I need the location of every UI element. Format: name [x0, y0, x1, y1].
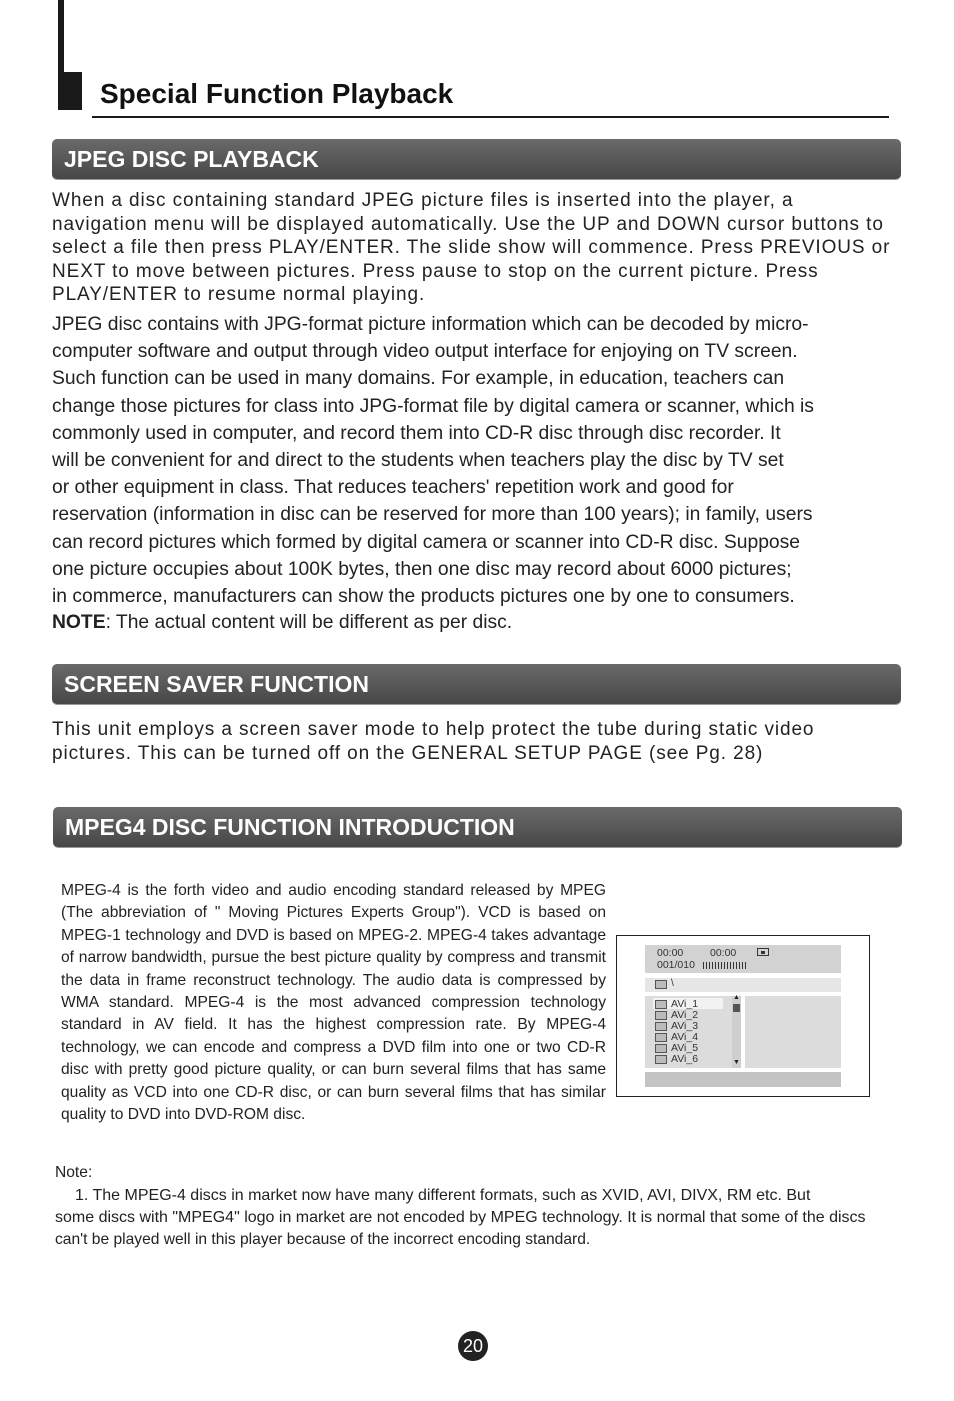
- mpeg4-section-header: MPEG4 DISC FUNCTION INTRODUCTION: [53, 807, 902, 847]
- screen-saver-paragraph: This unit employs a screen saver mode to help protect the tube during static video pictures. This can be turned off on the GENERAL SETUP PAGE (see Pg. 28): [52, 719, 815, 764]
- page-title: Special Function Playback: [100, 78, 454, 109]
- time-total: 00:00: [710, 947, 737, 959]
- mpeg4-note-line-2a: some discs with "MPEG4" logo in market are not encoded by MPEG technology.: [55, 1209, 623, 1226]
- file-item[interactable]: AVi_4: [655, 1032, 698, 1043]
- track-counter: 001/010: [657, 959, 695, 971]
- mpeg4-note-line-2: [55, 1209, 866, 1227]
- file-item[interactable]: AVi_2: [655, 1010, 698, 1021]
- file-item[interactable]: AVi_6: [655, 1054, 698, 1065]
- mpeg4-note-heading: Note:: [55, 1164, 93, 1181]
- screen-saver-section-header: SCREEN SAVER FUNCTION: [52, 664, 901, 704]
- folder-path: \: [671, 978, 674, 989]
- player-bottom-bar: [645, 1072, 841, 1087]
- jpeg-section-header: JPEG DISC PLAYBACK: [52, 139, 901, 179]
- folder-icon: [655, 1011, 667, 1020]
- page-number: 20: [458, 1331, 488, 1361]
- folder-icon: [655, 1000, 667, 1009]
- scrollbar[interactable]: [732, 996, 741, 1068]
- folder-path-bar: [645, 978, 841, 992]
- player-status-bar: [645, 945, 841, 973]
- folder-icon: [655, 1044, 667, 1053]
- file-list[interactable]: [645, 996, 741, 1068]
- jpeg-note: [52, 612, 922, 634]
- folder-icon: [655, 980, 667, 989]
- screen-mode-icon: [757, 948, 769, 956]
- jpeg-note-text: : The actual content will be different as per disc.: [105, 612, 513, 633]
- mpeg4-note-line-1: 1. The MPEG-4 discs in market now have many different formats, such as XVID, AVI, DIVX, RM etc. But: [75, 1187, 811, 1204]
- corner-block: [58, 72, 82, 110]
- mpeg4-note-line-3: can't be played well in this player because of the incorrect encoding standard.: [55, 1231, 591, 1248]
- folder-icon: [655, 1022, 667, 1031]
- scroll-thumb[interactable]: [733, 1004, 740, 1012]
- folder-icon: [655, 1055, 667, 1064]
- file-item[interactable]: AVi_3: [655, 1021, 698, 1032]
- level-bar-icon: [703, 962, 747, 969]
- time-elapsed: 00:00: [657, 947, 684, 959]
- folder-icon: [655, 1033, 667, 1042]
- file-item[interactable]: AVi_5: [655, 1043, 698, 1054]
- preview-pane: [745, 996, 841, 1068]
- jpeg-paragraph-1: When a disc containing standard JPEG picture files is inserted into the player, a navigation menu will be displayed automatically. Use the UP and DOWN cursor buttons to select a file then press PLAY/ENTER. The slide show will commence. Press PREVIOUS or NEXT to move between pictures. Press pause to stop on the current picture. Press PLAY/ENTER to resume normal playing.: [52, 190, 891, 305]
- scroll-up-icon[interactable]: ▲: [733, 994, 740, 1001]
- scroll-down-icon[interactable]: ▼: [733, 1059, 740, 1066]
- file-item[interactable]: AVi_1: [655, 999, 698, 1010]
- jpeg-paragraph-2: JPEG disc contains with JPG-format picture information which can be decoded by micro- computer software and output through video output interface for enjoying on TV screen. Such function can be used in many domains. For example, in education, teachers can change those pictures for class into JPG-format file by digital camera or scanner, which is commonly used in computer, and record them into CD-R disc through disc recorder. It will be convenient for and direct to the students when teachers play the disc by TV set or other equipment in class. That reduces teachers' repetition work and good for reservation (information in disc can be reserved for more than 100 years); in family, users can record pictures which formed by digital camera or scanner into CD-R disc. Suppose one picture occupies about 100K bytes, then one disc may record about 6000 pictures; in commerce, manufacturers can show the products pictures one by one to consumers.: [52, 314, 814, 608]
- jpeg-note-label: NOTE: [52, 612, 106, 633]
- player-screen-illustration: [616, 935, 870, 1097]
- mpeg4-paragraph: MPEG-4 is the forth video and audio encoding standard released by MPEG (The abbreviation of " Moving Pictures Experts Group"). VCD is based on MPEG-1 technology and DVD is based on MPEG-2. MPEG-4 takes advantage of narrow bandwidth, pursue the best picture quality by compress and transmit the data in frame reconstruct technology. The audio data is compressed by WMA standard. MPEG-4 is the most advanced compression technology standard in AV field. It has the highest compression rate. By MPEG-4 technology, we can encode and compress a DVD film into one or two CD-R disc with pretty good picture quality, or can burn several films that has same quality as VCD into one CD-R disc, or can burn several films that has similar quality to DVD into DVD-ROM disc.: [61, 882, 606, 1124]
- mpeg4-note-line-2b: It is normal that some of the discs: [627, 1209, 866, 1226]
- title-rule: [92, 116, 889, 118]
